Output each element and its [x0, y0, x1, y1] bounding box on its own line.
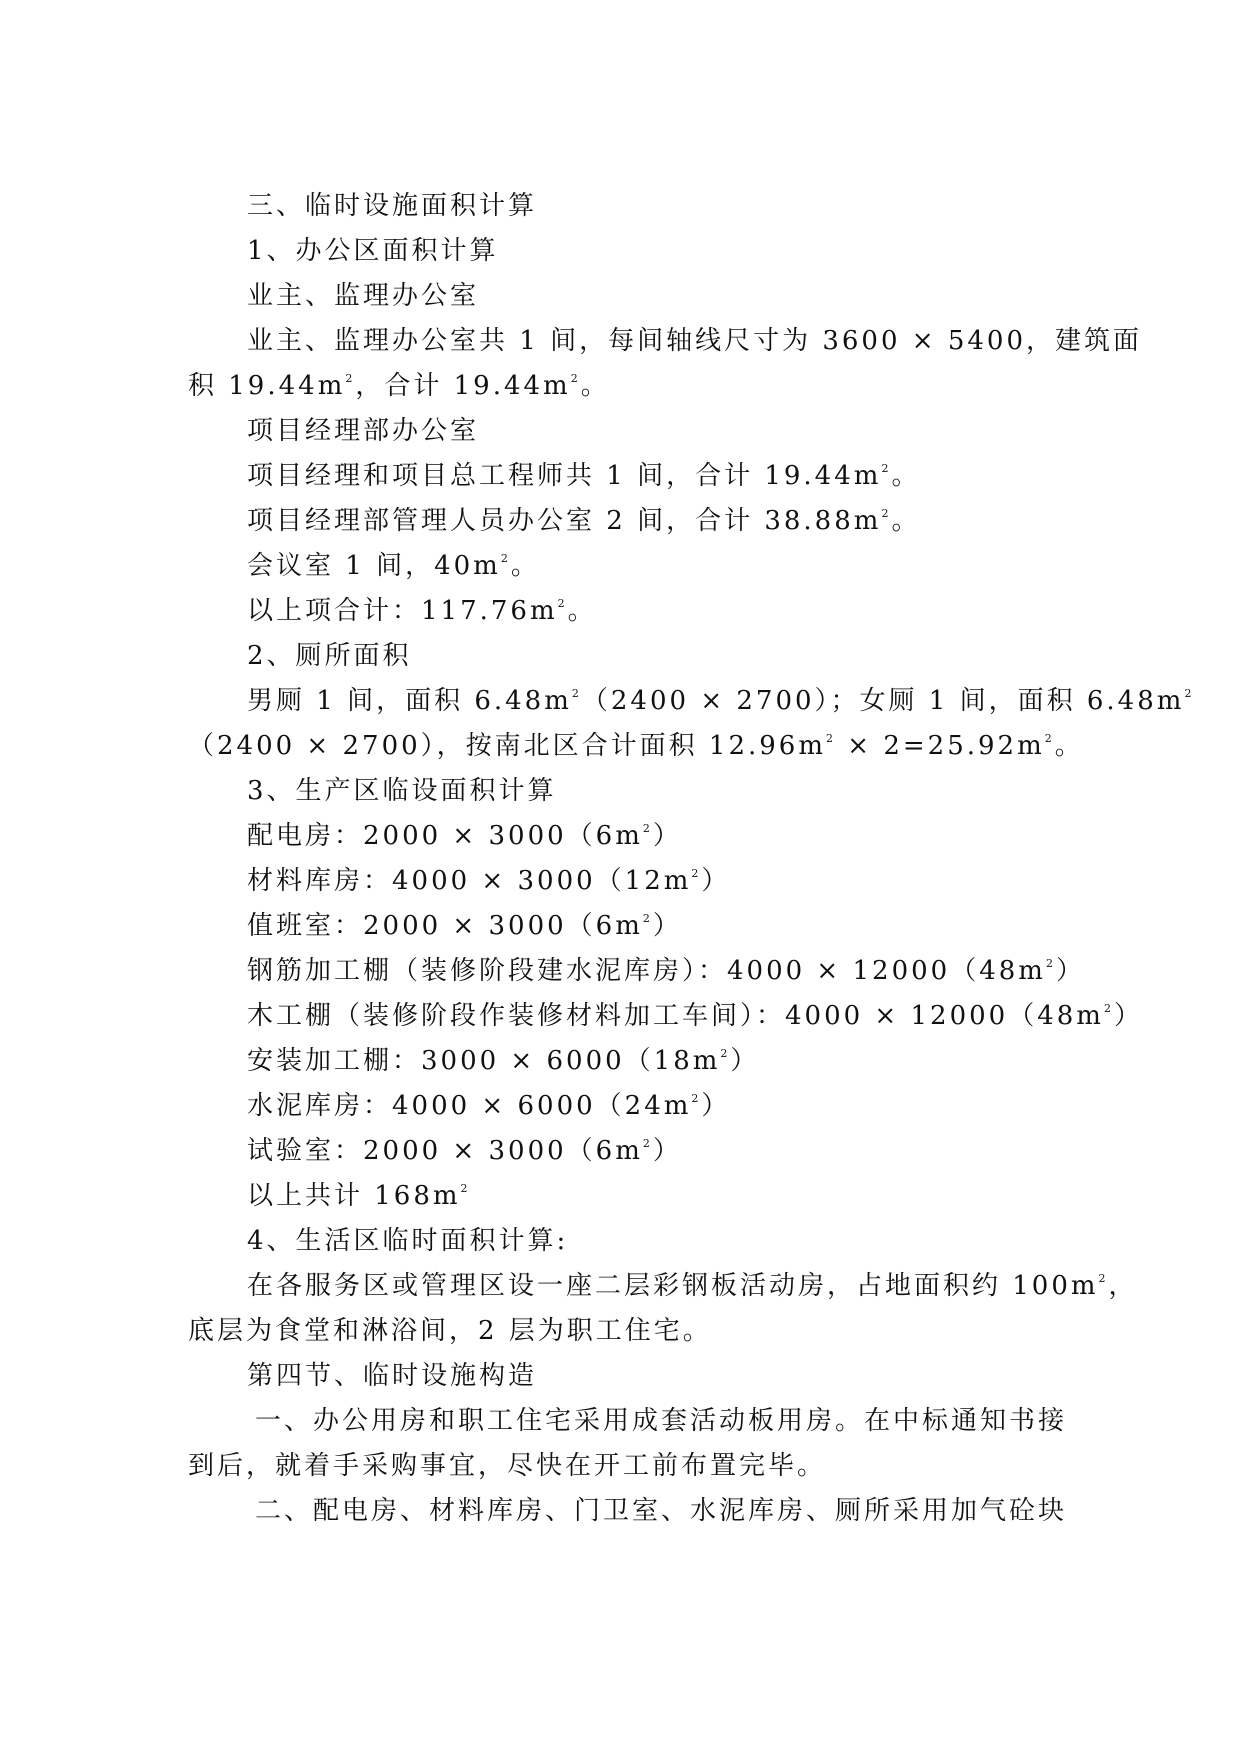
- subsection-heading: 2、厕所面积: [247, 641, 412, 671]
- paragraph-line: 在各服务区或管理区设一座二层彩钢板活动房，占地面积约 $100m^2$，: [247, 1271, 1138, 1301]
- subsection-heading: 3、生产区临设面积计算: [247, 776, 557, 806]
- paragraph-line: 水泥库房：$4000 \times 6000(24m^2)$: [247, 1091, 731, 1121]
- paragraph-line: 底层为食堂和淋浴间，2 层为职工住宅。: [188, 1316, 712, 1346]
- section-heading: 三、临时设施面积计算: [247, 191, 538, 221]
- paragraph-line: 项目经理部管理人员办公室 2 间，合计 $38.88m^2$。: [247, 506, 921, 536]
- subsection-heading: 1、办公区面积计算: [247, 236, 499, 266]
- paragraph-line: 积 $19.44m^2$，合计 $19.44m^2$。: [188, 371, 610, 401]
- paragraph-line: 一、办公用房和职工住宅采用成套活动板用房。在中标通知书接: [255, 1406, 1068, 1436]
- paragraph-line: 试验室：$2000 \times 3000(6m^2)$: [247, 1136, 682, 1166]
- paragraph-line: 以上共计 $168m^2$: [247, 1181, 471, 1211]
- paragraph-line: 男厕 1 间，面积 $6.48m^2(2400 \times 2700)$；女厕 1 间，面积 $6.48m^2$: [247, 686, 1195, 716]
- paragraph-line: 项目经理和项目总工程师共 1 间，合计 $19.44m^2$。: [247, 461, 921, 491]
- paragraph-line: 二、配电房、材料库房、门卫室、水泥库房、厕所采用加气砼块: [255, 1496, 1068, 1526]
- section-heading: 第四节、临时设施构造: [247, 1361, 538, 1391]
- paragraph-line: 业主、监理办公室: [247, 281, 480, 311]
- paragraph-line: 业主、监理办公室共 1 间，每间轴线尺寸为 3600 × 5400，建筑面: [247, 326, 1142, 356]
- paragraph-line: 到后，就着手采购事宜，尽快在开工前布置完毕。: [188, 1451, 827, 1481]
- paragraph-line: 值班室：$2000 \times 3000(6m^2)$: [247, 911, 682, 941]
- paragraph-line: （2400 × 2700），按南北区合计面积 $12.96m^2 \times 2=25.92m^2$。: [188, 731, 1084, 761]
- paragraph-line: 安装加工棚：$3000 \times 6000(18m^2)$: [247, 1046, 760, 1076]
- subsection-heading: 4、生活区临时面积计算:: [247, 1226, 569, 1256]
- paragraph-line: 钢筋加工棚（装修阶段建水泥库房）：$4000 \times 12000(48m^2)$: [247, 956, 1085, 986]
- paragraph-line: 木工棚（装修阶段作装修材料加工车间）：$4000 \times 12000(48m^2)$: [247, 1001, 1143, 1031]
- paragraph-line: 会议室 1 间，$40m^2$。: [247, 551, 540, 581]
- paragraph-line: 配电房：$2000 \times 3000(6m^2)$: [247, 821, 682, 851]
- paragraph-line: 项目经理部办公室: [247, 416, 480, 446]
- paragraph-line: 以上项合计：$117.76m^2$。: [247, 596, 597, 626]
- paragraph-line: 材料库房：$4000 \times 3000(12m^2)$: [247, 866, 731, 896]
